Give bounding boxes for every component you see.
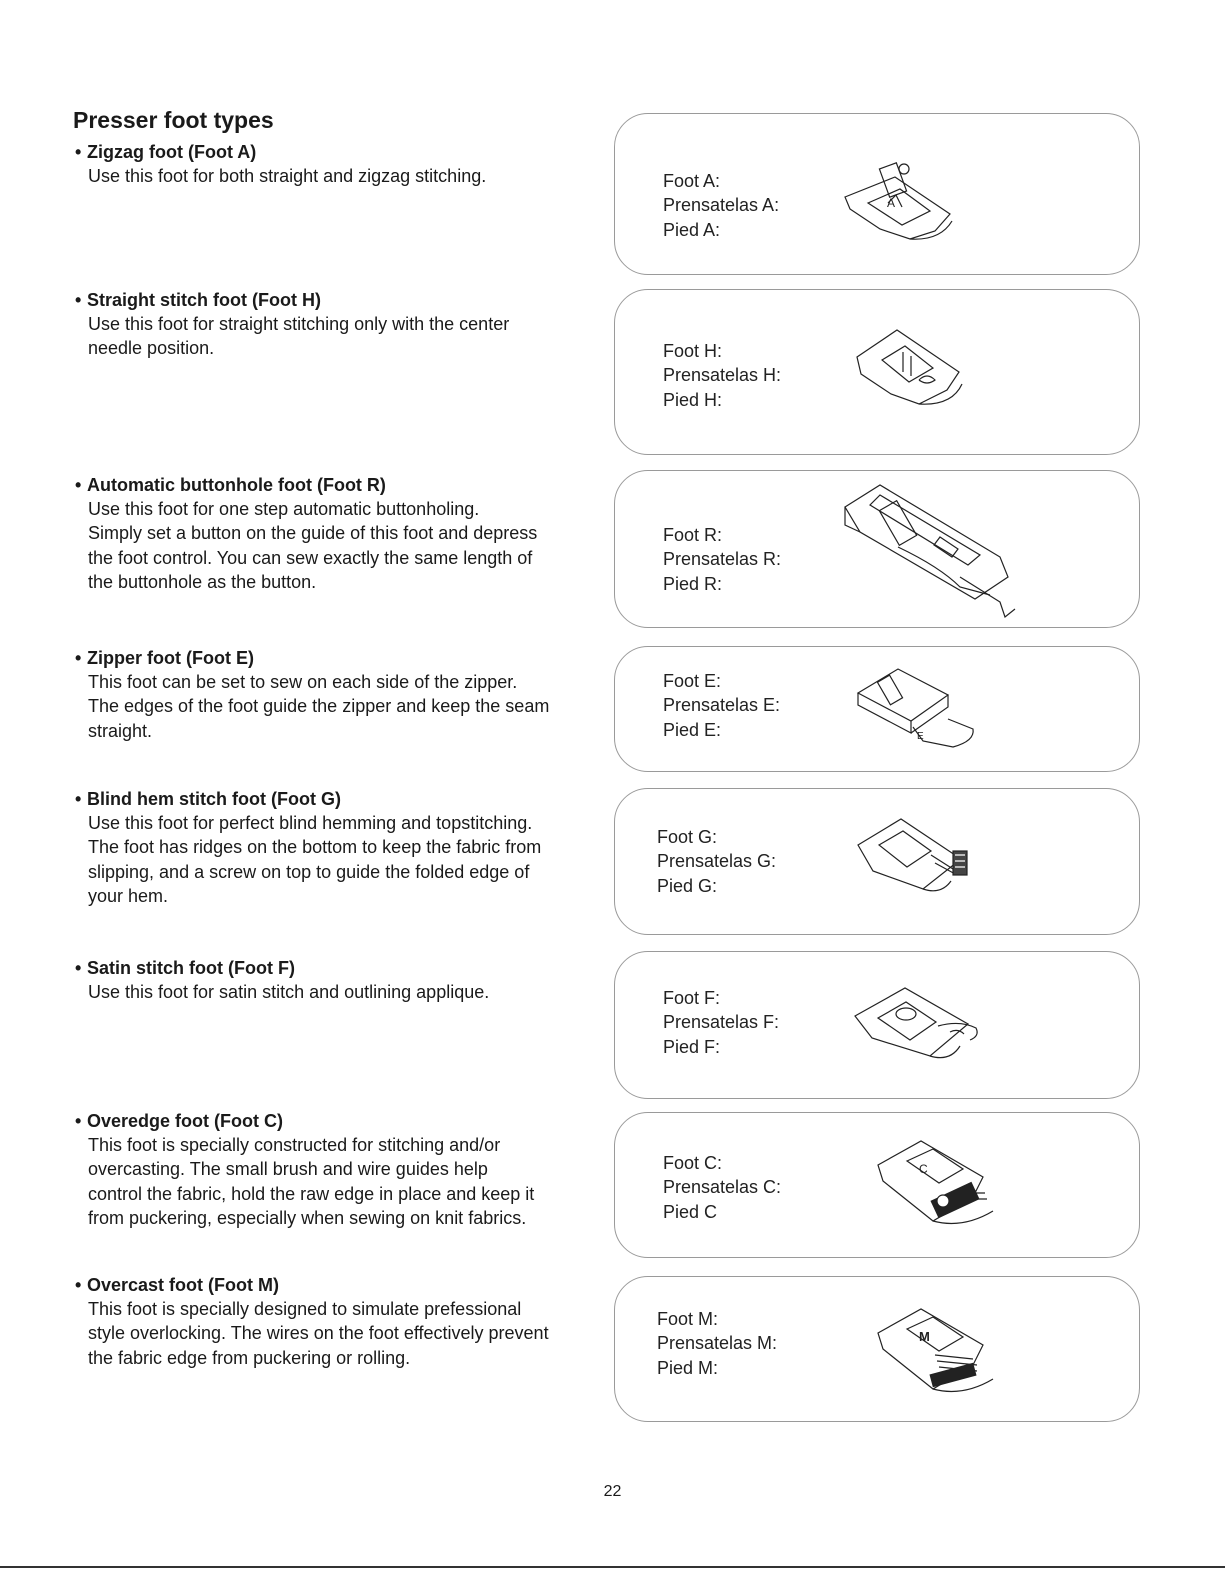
page-number: 22 [603, 1483, 622, 1500]
foot-description-c [75, 1109, 615, 1230]
foot-box-h [614, 289, 1140, 455]
label-en: Foot R: [663, 525, 723, 545]
overcast-foot-icon [873, 1305, 1013, 1405]
label-es: Prensatelas F: [663, 1012, 780, 1033]
foot-heading: Blind hem stitch foot (Foot G) [87, 789, 341, 809]
svg-text:A: A [887, 196, 896, 210]
foot-labels [657, 1307, 777, 1380]
label-en: Foot E: [663, 671, 722, 691]
foot-heading: Zigzag foot (Foot A) [87, 142, 257, 162]
foot-heading: Automatic buttonhole foot (Foot R) [87, 475, 386, 495]
bullet: • [75, 475, 82, 495]
foot-description-r [75, 473, 615, 594]
label-en: Foot H: [663, 341, 723, 361]
label-fr: Pied H: [663, 389, 723, 410]
label-en: Foot A: [663, 171, 721, 191]
foot-body: Use this foot for satin stitch and outlining applique. [88, 982, 490, 1002]
label-fr: Pied M: [657, 1357, 719, 1378]
overedge-foot-icon [873, 1137, 1013, 1237]
label-en: Foot F: [663, 988, 721, 1008]
foot-description-m [75, 1273, 615, 1370]
foot-description-f [75, 956, 615, 1004]
svg-text:M: M [919, 1329, 930, 1344]
foot-labels [663, 669, 780, 742]
foot-box-a [614, 113, 1140, 275]
foot-box-e [614, 646, 1140, 772]
zigzag-foot-icon [840, 159, 960, 249]
label-es: Prensatelas M: [657, 1333, 778, 1354]
foot-box-g [614, 788, 1140, 935]
zipper-foot-icon [853, 661, 983, 751]
foot-body: Use this foot for both straight and zigzag stitching. [88, 166, 487, 186]
bottom-rule [0, 1566, 1225, 1568]
foot-labels [663, 1151, 781, 1224]
label-en: Foot C: [663, 1153, 723, 1173]
foot-description-g [75, 787, 615, 908]
label-fr: Pied E: [663, 719, 722, 740]
label-fr: Pied R: [663, 573, 723, 594]
satin-stitch-foot-icon [850, 980, 985, 1070]
page-title: Presser foot types [73, 107, 274, 133]
foot-description-h [75, 288, 615, 361]
foot-heading: Straight stitch foot (Foot H) [87, 290, 321, 310]
svg-text:E: E [917, 731, 924, 742]
blind-hem-foot-icon [853, 811, 983, 901]
foot-heading: Overcast foot (Foot M) [87, 1275, 279, 1295]
foot-labels [663, 986, 779, 1059]
foot-labels [663, 339, 781, 412]
label-fr: Pied F: [663, 1036, 721, 1057]
straight-stitch-foot-icon [847, 322, 967, 417]
label-es: Prensatelas R: [663, 549, 782, 570]
svg-text:C: C [919, 1162, 928, 1176]
bullet: • [75, 789, 82, 809]
foot-body: This foot is specially constructed for stitching and/or overcasting. The small brush and wire guides help control the fabric, hold the raw edge in place and keep it from puckering, especially when sewing on knit fabrics. [88, 1135, 535, 1228]
label-es: Prensatelas H: [663, 365, 782, 386]
foot-body: This foot is specially designed to simulate prefessional style overlocking. The wires on the foot effectively prevent the fabric edge from puckering or rolling. [88, 1299, 549, 1368]
bullet: • [75, 142, 82, 162]
foot-heading: Zipper foot (Foot E) [87, 648, 254, 668]
foot-body: Use this foot for one step automatic buttonholing. Simply set a button on the guide of this foot and depress the foot control. You can sew exactly the same length of the buttonhole as the button. [88, 499, 538, 592]
foot-body: Use this foot for perfect blind hemming and topstitching. The foot has ridges on the bottom to keep the fabric from slipping, and a screw on top to guide the folded edge of your hem. [88, 813, 542, 906]
label-en: Foot G: [657, 827, 718, 847]
foot-box-c [614, 1112, 1140, 1258]
foot-box-m [614, 1276, 1140, 1422]
foot-heading: Overedge foot (Foot C) [87, 1111, 283, 1131]
foot-box-f [614, 951, 1140, 1099]
bullet: • [75, 1111, 82, 1131]
buttonhole-foot-icon [840, 477, 1030, 627]
label-es: Prensatelas C: [663, 1177, 782, 1198]
foot-box-r [614, 470, 1140, 628]
label-es: Prensatelas G: [657, 851, 777, 872]
label-fr: Pied G: [657, 875, 718, 896]
foot-labels [663, 523, 781, 596]
foot-body: Use this foot for straight stitching only with the center needle position. [88, 314, 510, 359]
label-fr: Pied C [663, 1201, 718, 1222]
foot-labels [663, 169, 779, 242]
label-en: Foot M: [657, 1309, 719, 1329]
bullet: • [75, 958, 82, 978]
foot-body: This foot can be set to sew on each side of the zipper. The edges of the foot guide the zipper and keep the seam straight. [88, 672, 550, 741]
foot-description-e [75, 646, 615, 743]
label-es: Prensatelas E: [663, 695, 781, 716]
label-fr: Pied A: [663, 219, 721, 240]
foot-description-a [75, 140, 615, 188]
bullet: • [75, 648, 82, 668]
foot-heading: Satin stitch foot (Foot F) [87, 958, 295, 978]
foot-labels [657, 825, 776, 898]
bullet: • [75, 1275, 82, 1295]
bullet: • [75, 290, 82, 310]
label-es: Prensatelas A: [663, 195, 780, 216]
